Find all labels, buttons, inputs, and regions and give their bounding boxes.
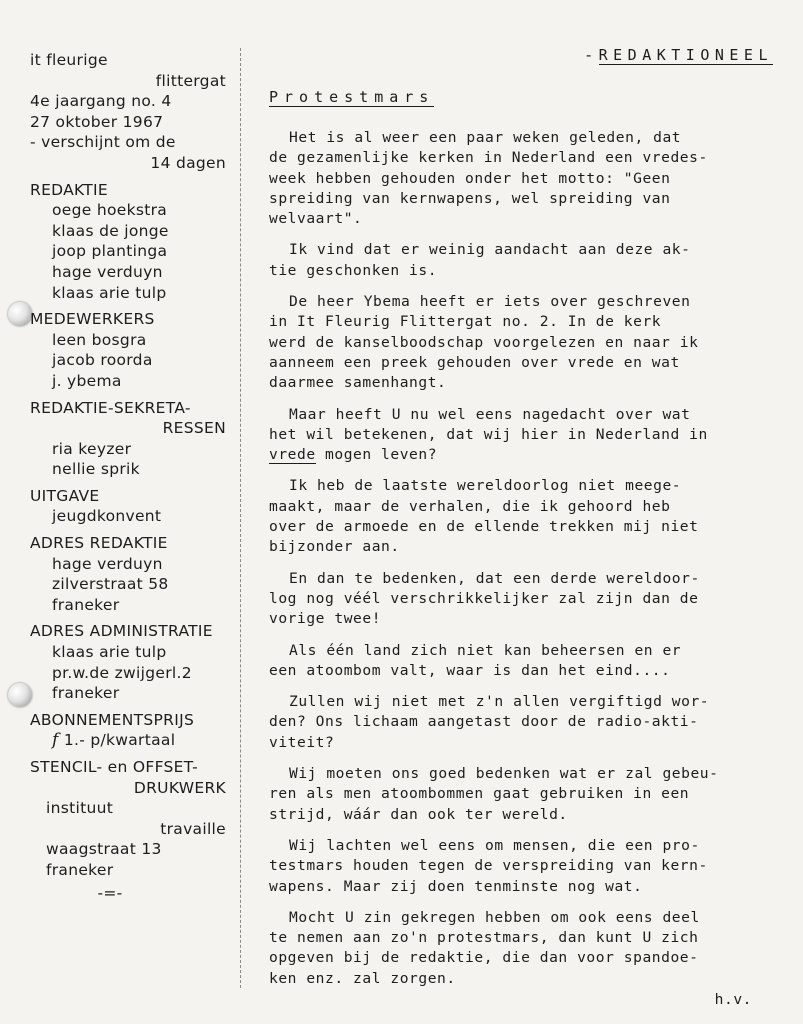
text-line: den? Ons lichaam aangetast door de radio-akti- — [269, 713, 699, 731]
colophon-sidebar — [30, 50, 230, 903]
stencil-heading: STENCIL- en OFFSET- — [30, 758, 198, 776]
text-line: ken enz. zal zorgen. — [269, 969, 456, 987]
text-line: over de armoede en de ellende trekken mij niet — [269, 518, 699, 536]
paragraph — [269, 292, 774, 393]
text-line: testmars houden tegen de verspreiding van kern- — [269, 857, 708, 875]
contributor-name: j. ybema — [52, 371, 122, 390]
paragraph — [269, 836, 774, 897]
address-line: franeker — [52, 684, 120, 703]
medewerkers-heading: MEDEWERKERS — [30, 310, 155, 329]
text-line: De heer Ybema heeft er iets over geschreven — [289, 293, 691, 311]
masthead-line: it fleurige — [30, 51, 108, 69]
text-fragment: mogen leven? — [315, 446, 438, 464]
text-line: ren als men atoombommen gaat gebruiken in een — [269, 785, 690, 803]
editor-name: hage verduyn — [52, 262, 163, 281]
text-line: vorige twee! — [269, 610, 382, 628]
text-line: welvaart". — [269, 210, 363, 228]
printer-line: waagstraat 13 — [46, 840, 162, 859]
text-line: Zullen wij niet met z'n allen vergiftigd wor- — [289, 693, 710, 711]
text-line: een atoombom valt, waar is dan het eind.... — [269, 661, 671, 679]
stencil-heading: DRUKWERK — [133, 778, 226, 797]
paragraph — [269, 692, 774, 753]
paragraph — [269, 476, 774, 557]
text-line: Als één land zich niet kan beheersen en er — [289, 641, 682, 659]
text-line: wapens. Maar zij doen tenminste nog wat. — [269, 877, 643, 895]
address-line: zilverstraat 58 — [52, 575, 169, 594]
secretary-name: nellie sprik — [52, 460, 140, 479]
paragraph — [269, 908, 774, 989]
text-line: te nemen aan zo'n protestmars, dan kunt U zich — [269, 929, 699, 947]
end-mark: -=- — [97, 883, 123, 902]
paragraph — [269, 569, 774, 630]
text-line: week hebben gehouden onder het motto: "Geen — [269, 169, 671, 187]
sekretaressen-heading: REDAKTIE-SEKRETA- — [30, 398, 191, 417]
frequency-line: - verschijnt om de — [30, 133, 176, 152]
underlined-word: vrede — [269, 446, 316, 464]
price-value: 1.- p/kwartaal — [63, 731, 176, 750]
text-line: de gezamenlijke kerken in Nederland een vredes- — [269, 149, 708, 167]
secretary-name: ria keyzer — [52, 439, 132, 458]
paragraph — [269, 405, 774, 466]
editor-name: oege hoekstra — [52, 201, 168, 220]
text-line: aanneem een preek gehouden over vrede en wat — [269, 353, 680, 371]
text-line: Maar heeft U nu wel eens nagedacht over wat — [289, 405, 691, 423]
sekretaressen-heading: RESSEN — [162, 419, 226, 438]
text-line: bijzonder aan. — [269, 538, 400, 556]
editor-name: klaas arie tulp — [52, 283, 167, 302]
text-line: opgeven bij de redaktie, die dan voor spandoe- — [269, 949, 699, 967]
adres-redaktie-heading: ADRES REDAKTIE — [30, 534, 168, 553]
editor-name: klaas de jonge — [52, 221, 169, 240]
text-line: spreiding van kernwapens, wel spreiding van — [269, 189, 671, 207]
text-line: daarmee samenhangt. — [269, 374, 447, 392]
frequency-line: 14 dagen — [150, 153, 226, 172]
binder-hole-lower — [8, 683, 32, 707]
issue-date: 27 oktober 1967 — [30, 112, 164, 131]
text-line: Wij moeten ons goed bedenken wat er zal gebeu- — [289, 765, 719, 783]
section-rubric — [584, 46, 773, 64]
rubric-lead: - — [584, 46, 599, 64]
paragraph — [269, 128, 774, 229]
text-line: Ik vind dat er weinig aandacht aan deze ak- — [289, 241, 691, 259]
currency-symbol: f — [52, 730, 59, 751]
text-line: het wil betekenen, dat wij hier in Nederland in — [269, 425, 708, 443]
text-line: En dan te bedenken, dat een derde wereldoor- — [289, 569, 700, 587]
text-line: Wij lachten wel eens om mensen, die een pro- — [289, 836, 700, 854]
text-line: Ik heb de laatste wereldoorlog niet meege- — [289, 477, 682, 495]
address-line: klaas arie tulp — [52, 643, 167, 662]
printer-line: instituut — [46, 799, 114, 818]
text-line: in It Fleurig Flittergat no. 2. In de kerk — [269, 313, 662, 331]
masthead-line: flittergat — [155, 71, 226, 90]
contributor-name: leen bosgra — [52, 330, 147, 349]
text-line: Mocht U zin gekregen hebben om ook eens deel — [289, 908, 700, 926]
address-line: hage verduyn — [52, 554, 163, 573]
paragraph — [269, 240, 774, 281]
rubric-label: REDAKTIONEEL — [598, 46, 773, 64]
text-line: strijd, wáár dan ook ter wereld. — [269, 805, 568, 823]
text-line: werd de kanselboodschap voorgelezen en naar ik — [269, 333, 699, 351]
article-title: Protestmars — [269, 88, 435, 106]
address-line: franeker — [52, 595, 120, 614]
text-line: viteit? — [269, 733, 335, 751]
publisher-name: jeugdkonvent — [52, 507, 162, 526]
contributor-name: jacob roorda — [52, 351, 153, 370]
paragraph — [269, 641, 774, 682]
text-line: tie geschonken is. — [269, 261, 438, 279]
column-divider — [240, 48, 241, 988]
text-line: maakt, maar de verhalen, die ik gehoord heb — [269, 497, 671, 515]
paragraph — [269, 764, 774, 825]
printer-line: travaille — [160, 819, 226, 838]
printer-line: franeker — [46, 860, 114, 879]
binder-hole-upper — [8, 302, 32, 326]
editor-name: joop plantinga — [52, 242, 168, 261]
volume-issue: 4e jaargang no. 4 — [30, 92, 172, 111]
address-line: pr.w.de zwijgerl.2 — [52, 663, 192, 682]
adres-administratie-heading: ADRES ADMINISTRATIE — [30, 622, 213, 641]
abonnement-heading: ABONNEMENTSPRIJS — [30, 710, 195, 729]
article-body — [269, 128, 774, 1010]
uitgave-heading: UITGAVE — [30, 486, 100, 505]
subscription-price — [30, 730, 230, 751]
text-line: Het is al weer een paar weken geleden, dat — [289, 129, 682, 146]
text-line — [269, 445, 774, 465]
redaktie-heading: REDAKTIE — [30, 180, 109, 199]
text-line: log nog véél verschrikkelijker zal zijn dan de — [269, 589, 699, 607]
author-signature: h.v. — [714, 990, 752, 1008]
